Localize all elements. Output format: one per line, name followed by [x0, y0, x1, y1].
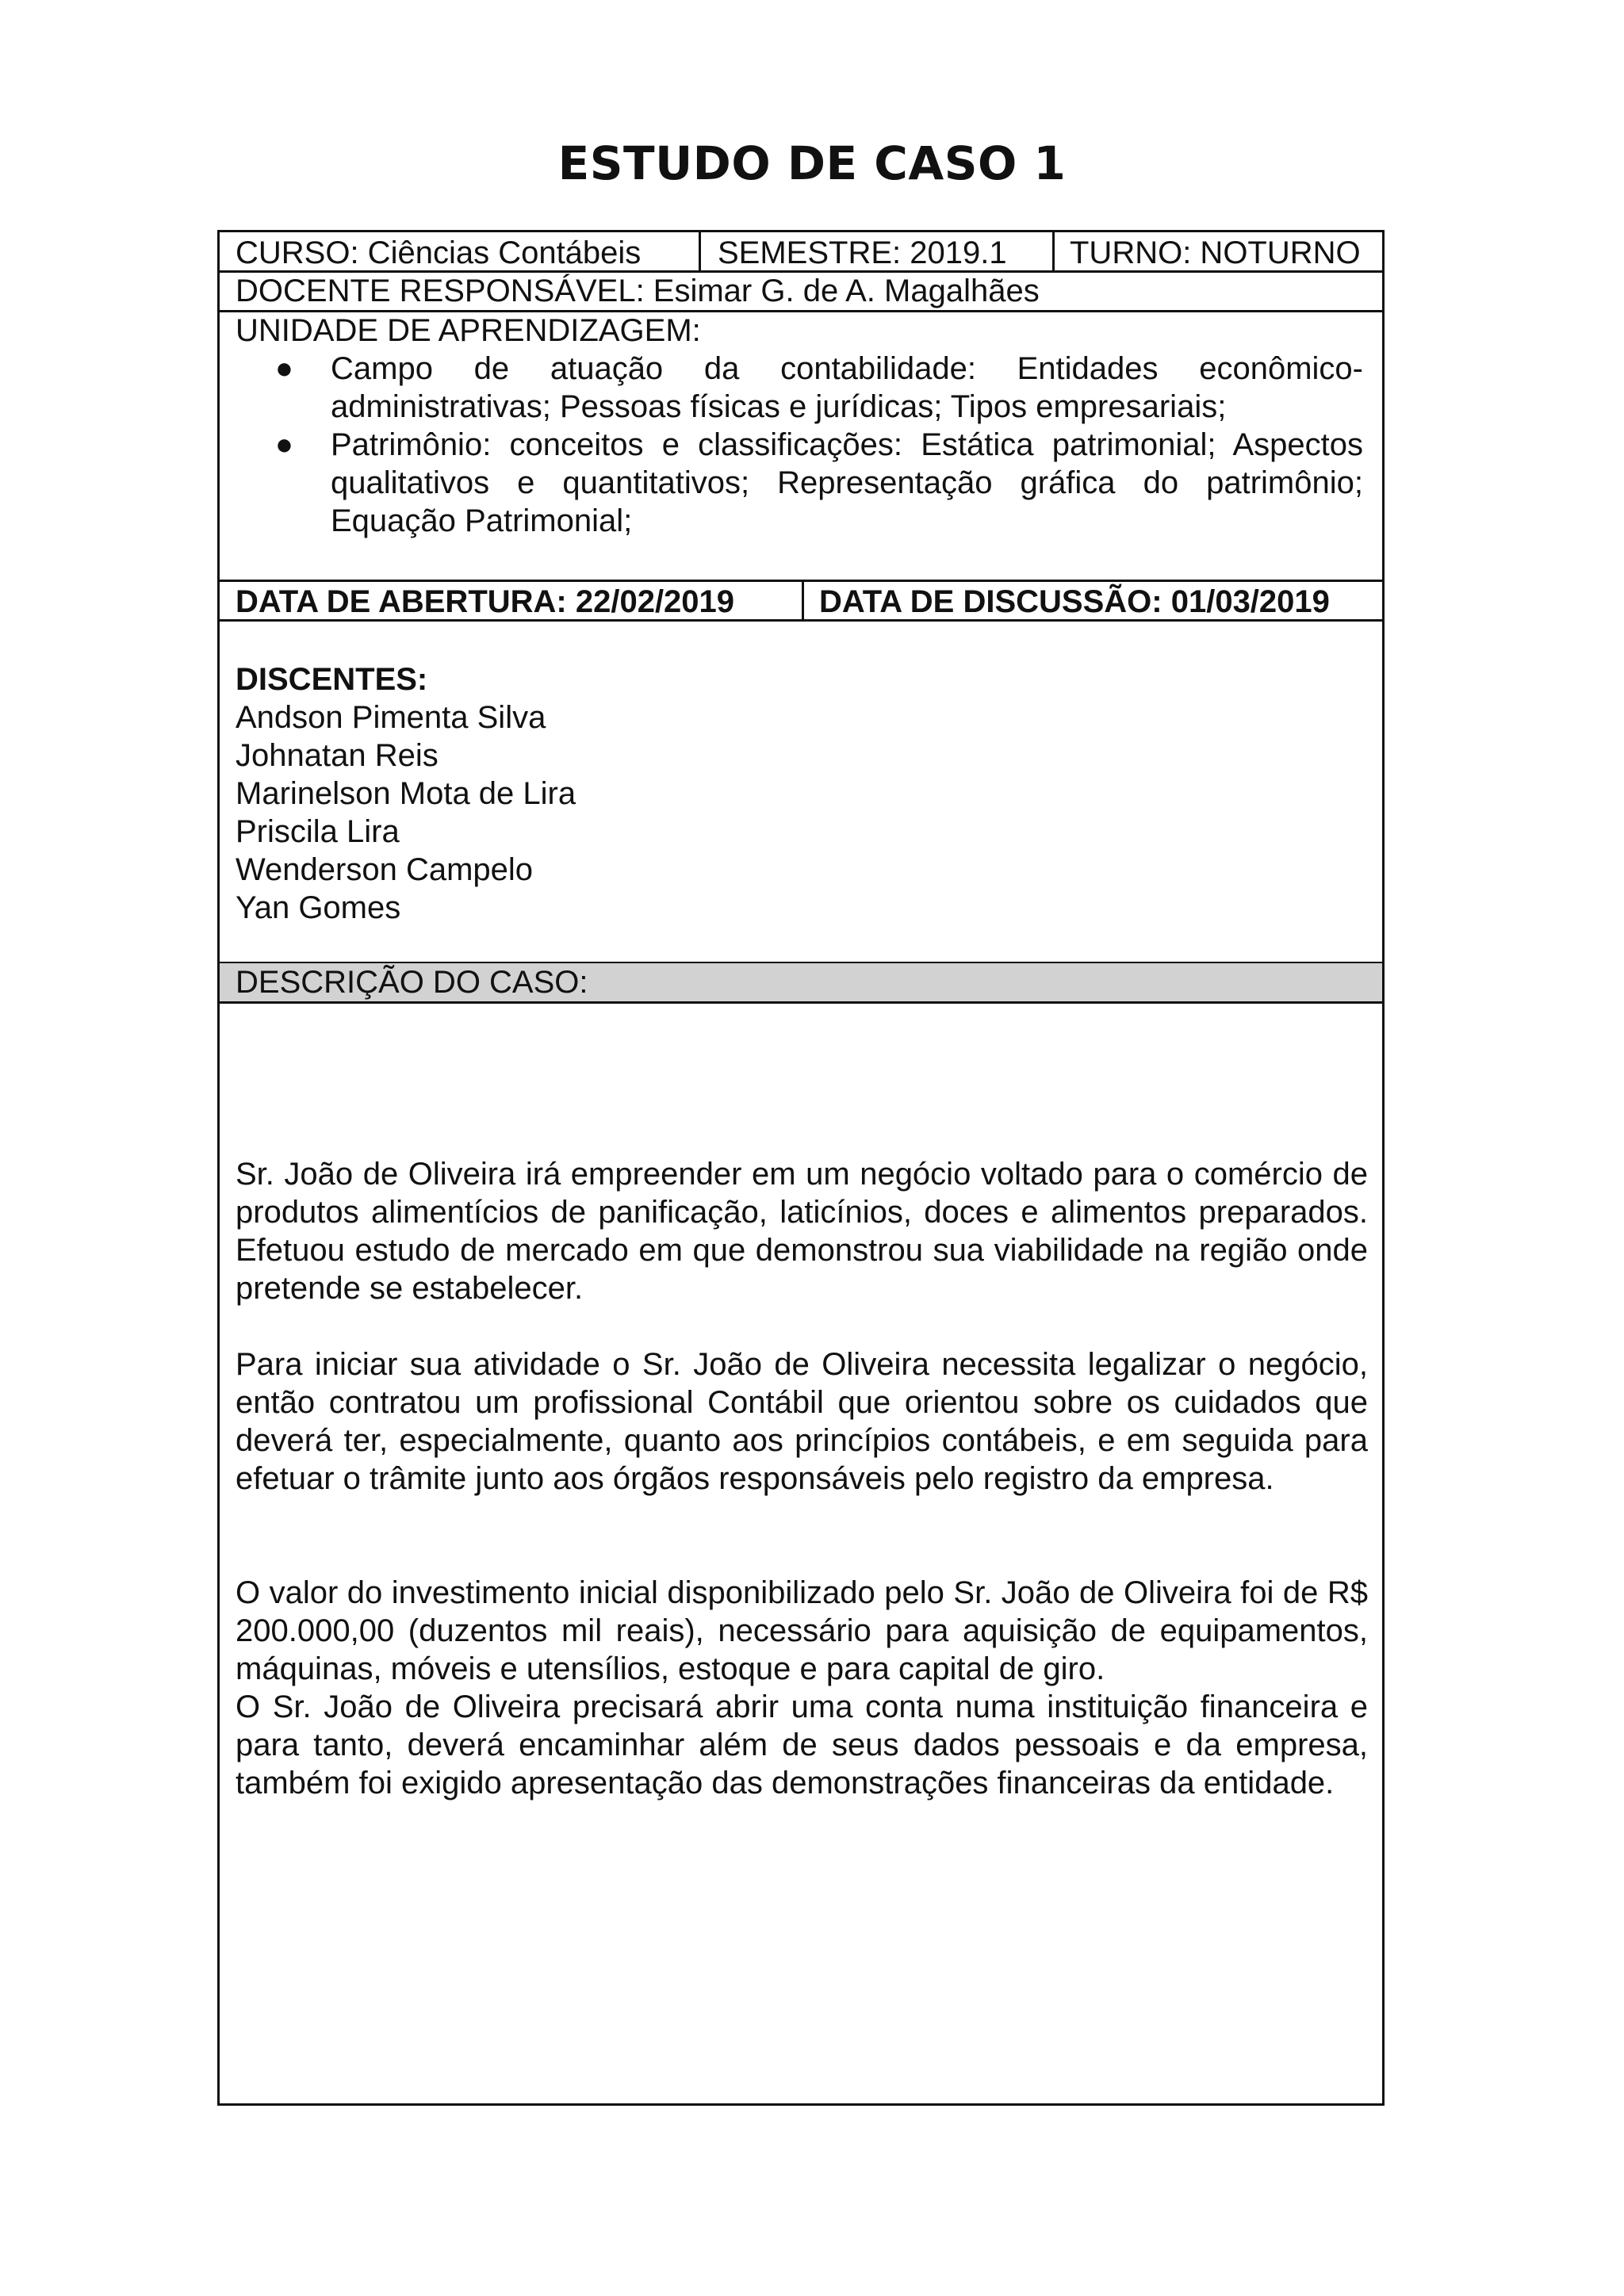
- discentes-label: DISCENTES:: [236, 662, 428, 697]
- list-item-text: Patrimônio: conceitos e classificações: Estática patrimonial; Aspectos qualitativos e quantitativos; Representação gráfica do patrimônio; Equação Patrimonial;: [331, 427, 1363, 538]
- docente-field: DOCENTE RESPONSÁVEL: Esimar G. de A. Magalhães: [236, 274, 1040, 308]
- bullet-icon: ●: [275, 428, 293, 461]
- document-title: ESTUDO DE CASO 1: [557, 136, 1067, 190]
- list-item: [275, 426, 1363, 540]
- turno-field: TURNO: NOTURNO: [1070, 235, 1361, 270]
- list-item: Yan Gomes: [236, 890, 401, 925]
- divider: [220, 1001, 1382, 1004]
- semestre-field: SEMESTRE: 2019.1: [718, 235, 1007, 270]
- discentes-list: [236, 698, 576, 927]
- descricao-paragraph: Para iniciar sua atividade o Sr. João de Oliveira necessita legalizar o negócio, então contratou um profissional Contábil que orientou sobre os cuidados que deverá ter, especialmente, quanto aos princípios contábeis, e em seguida para efetuar o trâmite junto aos órgãos responsáveis pelo registro da empresa.: [236, 1347, 1368, 1496]
- data-discussao: DATA DE DISCUSSÃO: 01/03/2019: [819, 584, 1330, 619]
- list-item: Wenderson Campelo: [236, 852, 534, 887]
- divider: [802, 580, 804, 619]
- descricao-paragraph: O valor do investimento inicial disponibilizado pelo Sr. João de Oliveira foi de R$ 200.000,00 (duzentos mil reais), necessário para aquisição de equipamentos, máquinas, móveis e utensílios, estoque e para capital de giro.: [236, 1575, 1368, 1686]
- divider: [1052, 232, 1055, 270]
- divider: [220, 580, 1382, 582]
- list-item: Priscila Lira: [236, 814, 400, 849]
- unidade-list: [275, 350, 1363, 540]
- unidade-label: UNIDADE DE APRENDIZAGEM:: [236, 313, 701, 348]
- descricao-label: DESCRIÇÃO DO CASO:: [236, 965, 588, 1000]
- list-item: [275, 350, 1363, 426]
- list-item: Andson Pimenta Silva: [236, 700, 546, 735]
- divider: [220, 619, 1382, 622]
- list-item-text: Campo de atuação da contabilidade: Entidades econômico-administrativas; Pessoas físicas e jurídicas; Tipos empresariais;: [331, 351, 1363, 424]
- list-item: Johnatan Reis: [236, 738, 439, 773]
- descricao-paragraph: O Sr. João de Oliveira precisará abrir uma conta numa instituição financeira e para tanto, deverá encaminhar além de seus dados pessoais e da empresa, também foi exigido apresentação das demonstrações financeiras da entidade.: [236, 1689, 1368, 1800]
- descricao-paragraph: Sr. João de Oliveira irá empreender em um negócio voltado para o comércio de produtos alimentícios de panificação, laticínios, doces e alimentos preparados. Efetuou estudo de mercado em que demonstrou sua viabilidade na região onde pretende se estabelecer.: [236, 1157, 1368, 1306]
- curso-field: CURSO: Ciências Contábeis: [236, 235, 642, 270]
- list-item: Marinelson Mota de Lira: [236, 776, 576, 811]
- bullet-icon: ●: [275, 352, 293, 385]
- divider: [699, 232, 701, 270]
- data-abertura: DATA DE ABERTURA: 22/02/2019: [236, 584, 735, 619]
- case-form: [217, 230, 1385, 2106]
